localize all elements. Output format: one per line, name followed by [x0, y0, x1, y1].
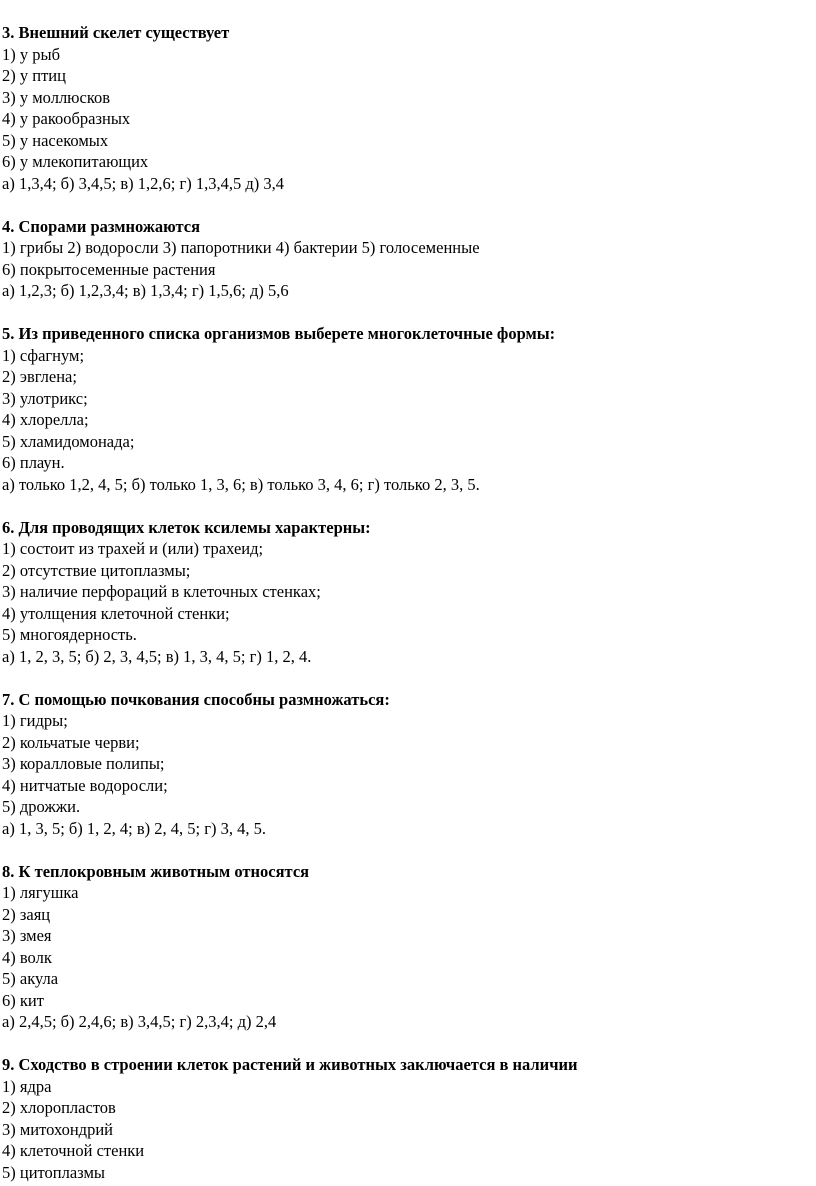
question-9-option-3: 3) митохондрий	[2, 1119, 113, 1139]
question-3-title: 3. Внешний скелет существует	[2, 23, 230, 42]
question-6	[2, 517, 802, 668]
question-3-option-1: 1) у рыб	[2, 44, 60, 64]
spacer	[2, 667, 802, 689]
question-7-option-1: 1) гидры;	[2, 711, 68, 730]
question-5-answers: а) только 1,2, 4, 5; б) только 1, 3, 6; в) только 3, 4, 6; г) только 2, 3, 5.	[2, 474, 480, 494]
question-7	[2, 689, 802, 840]
question-9	[2, 1054, 802, 1183]
question-6-option-4: 4) утолщения клеточной стенки;	[2, 603, 230, 623]
document-page	[2, 22, 802, 1183]
question-3-option-2: 2) у птиц	[2, 66, 66, 85]
question-6-answers: а) 1, 2, 3, 5; б) 2, 3, 4,5; в) 1, 3, 4, 5; г) 1, 2, 4.	[2, 646, 312, 666]
question-7-option-2: 2) кольчатые черви;	[2, 732, 140, 752]
spacer	[2, 1033, 802, 1055]
spacer	[2, 495, 802, 517]
question-8-answers: а) 2,4,5; б) 2,4,6; в) 3,4,5; г) 2,3,4; д) 2,4	[2, 1012, 277, 1031]
question-6-option-2: 2) отсутствие цитоплазмы;	[2, 560, 191, 580]
question-4-options-line-1: 1) грибы 2) водоросли 3) папоротники 4) бактерии 5) голосеменные	[2, 238, 480, 257]
question-5-option-5: 5) хламидомонада;	[2, 431, 135, 451]
question-3-option-3: 3) у моллюсков	[2, 87, 111, 107]
question-8-title: 8. К теплокровным животным относятся	[2, 861, 310, 881]
question-9-option-2: 2) хлоропластов	[2, 1098, 116, 1117]
question-7-answers: а) 1, 3, 5; б) 1, 2, 4; в) 2, 4, 5; г) 3, 4, 5.	[2, 818, 267, 838]
question-6-title: 6. Для проводящих клеток ксилемы характерны:	[2, 517, 371, 537]
question-4-options-line-2: 6) покрытосеменные растения	[2, 259, 216, 279]
question-9-option-4: 4) клеточной стенки	[2, 1141, 145, 1160]
question-6-option-3: 3) наличие перфораций в клеточных стенках;	[2, 582, 321, 601]
spacer	[2, 839, 802, 861]
question-9-option-1: 1) ядра	[2, 1076, 52, 1096]
question-8-option-3: 3) змея	[2, 926, 52, 945]
question-8	[2, 861, 802, 1033]
question-8-option-1: 1) лягушка	[2, 883, 79, 902]
question-3-option-6: 6) у млекопитающих	[2, 152, 149, 171]
question-7-option-4: 4) нитчатые водоросли;	[2, 775, 168, 795]
question-3	[2, 22, 802, 194]
question-6-option-5: 5) многоядерность.	[2, 625, 137, 644]
question-3-answers: а) 1,3,4; б) 3,4,5; в) 1,2,6; г) 1,3,4,5 д) 3,4	[2, 173, 285, 193]
question-8-option-6: 6) кит	[2, 990, 44, 1010]
spacer	[2, 194, 802, 216]
question-5	[2, 323, 802, 495]
question-9-title: 9. Сходство в строении клеток растений и животных заключается в наличии	[2, 1055, 578, 1074]
question-8-option-2: 2) заяц	[2, 904, 51, 924]
question-3-option-4: 4) у ракообразных	[2, 109, 131, 128]
question-4-title: 4. Спорами размножаются	[2, 216, 201, 236]
question-9-option-5: 5) цитоплазмы	[2, 1162, 105, 1182]
question-5-option-2: 2) эвглена;	[2, 367, 77, 386]
question-7-title: 7. С помощью почкования способны размножаться:	[2, 689, 390, 709]
question-5-option-6: 6) плаун.	[2, 453, 65, 472]
question-8-option-4: 4) волк	[2, 947, 52, 967]
question-5-option-3: 3) улотрикс;	[2, 388, 88, 408]
question-7-option-5: 5) дрожжи.	[2, 797, 81, 816]
question-3-option-5: 5) у насекомых	[2, 130, 109, 150]
question-5-title: 5. Из приведенного списка организмов выберете многоклеточные формы:	[2, 324, 556, 343]
question-5-option-1: 1) сфагнум;	[2, 345, 85, 365]
question-6-option-1: 1) состоит из трахей и (или) трахеид;	[2, 539, 264, 558]
spacer	[2, 302, 802, 324]
question-8-option-5: 5) акула	[2, 969, 59, 988]
question-7-option-3: 3) коралловые полипы;	[2, 754, 165, 773]
question-5-option-4: 4) хлорелла;	[2, 410, 89, 429]
question-4	[2, 216, 802, 302]
question-4-answers: а) 1,2,3; б) 1,2,3,4; в) 1,3,4; г) 1,5,6; д) 5,6	[2, 281, 289, 300]
